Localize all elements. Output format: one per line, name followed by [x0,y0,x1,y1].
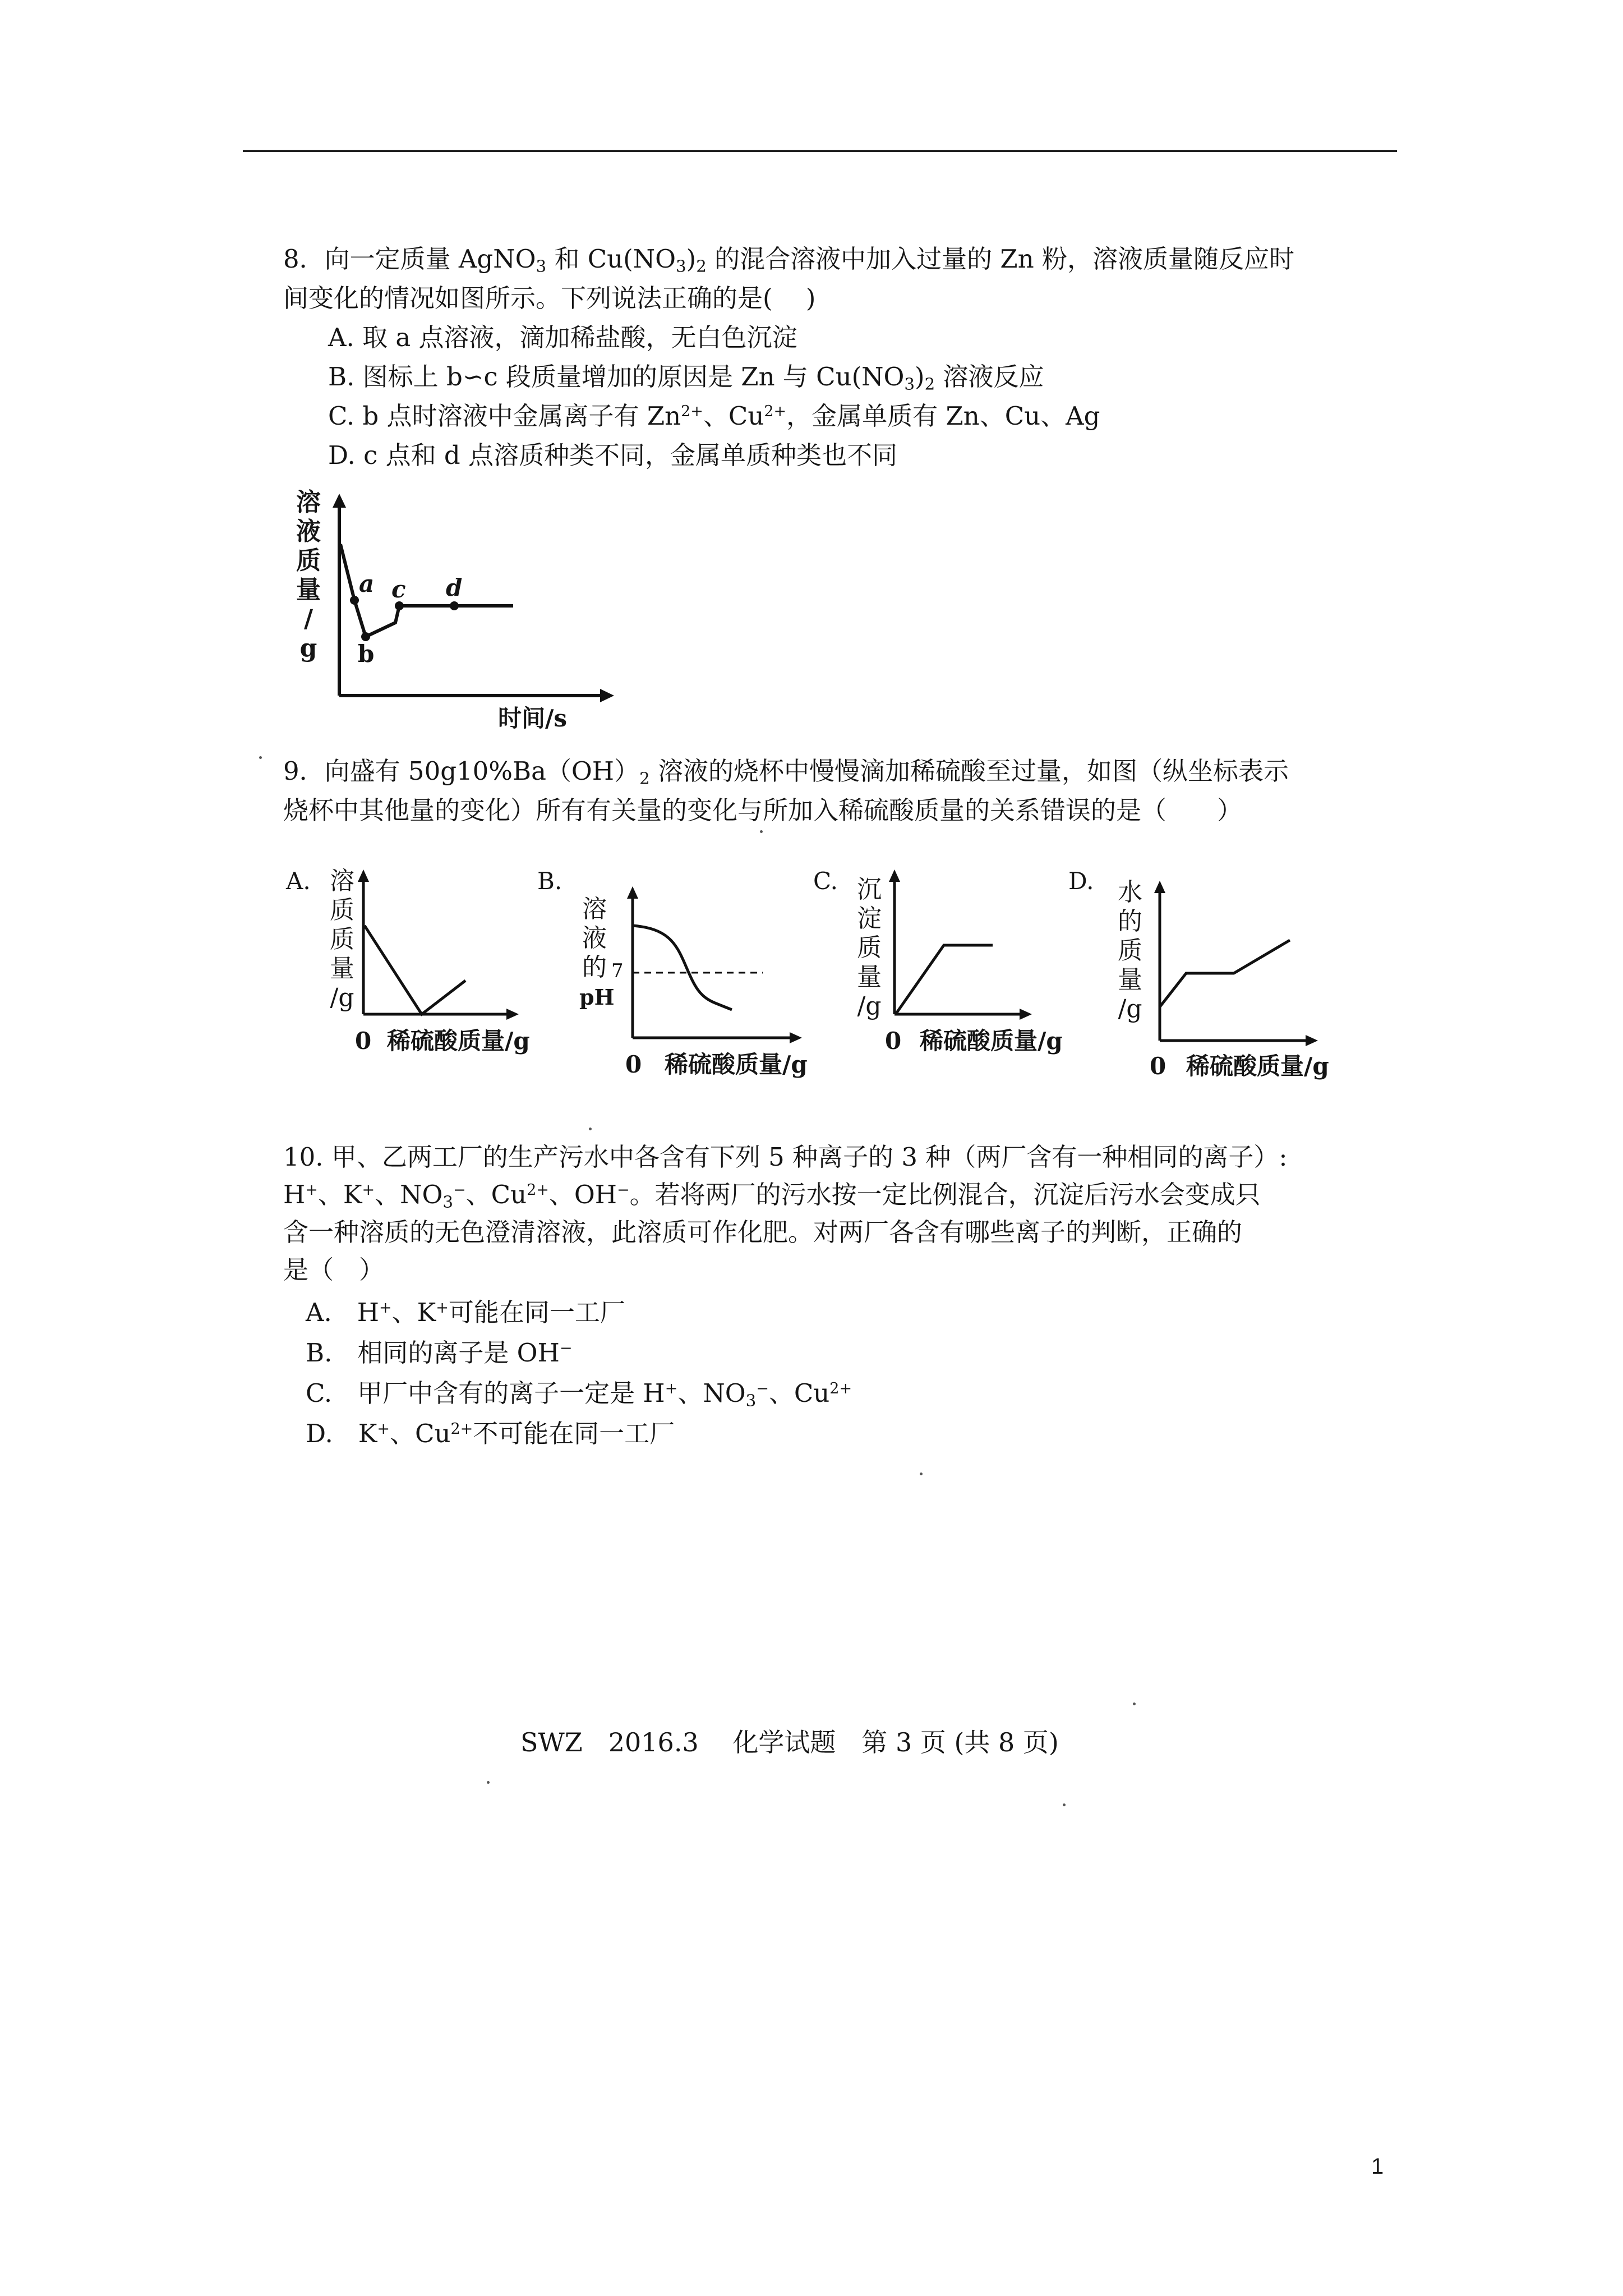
q10-stem-line-4: 是（ ） [283,1255,385,1285]
q9-chart-c-x-label: 稀硫酸质量/g [920,1027,1063,1055]
q10-stem-line-3: 含一种溶质的无色澄清溶液，此溶质可作化肥。对两厂各含有哪些离子的判断，正确的 [283,1217,1243,1247]
q8-point-b-label: b [358,640,375,668]
scan-speck [589,1128,592,1130]
scan-speck [487,1781,490,1784]
q8-point-d-label: d [446,574,463,601]
q9-chart-c-origin: 0 [885,1027,902,1055]
q9-chart-a-y-label: 溶 质 质 量 /g [330,867,354,1012]
q9-b-y-arrow [627,886,638,899]
q9-chart-c-y-label: 沉 淀 质 量 /g [857,875,882,1020]
q9-stem-line-2: 烧杯中其他量的变化）所有有关量的变化与所加入稀硫酸质量的关系错误的是（ ） [283,795,1243,825]
page-footer: SWZ 2016.3 化学试题 第 3 页 (共 8 页) [520,1727,1059,1757]
q8-option-b: B. 图标上 b∽c 段质量增加的原因是 Zn 与 $Cu(NO_3)_2$ 溶液反应 [328,362,1044,394]
q8-option-a: A. 取 a 点溶液，滴加稀盐酸，无白色沉淀 [328,323,797,352]
q9-chart-a-letter: A. [286,867,311,895]
q10-stem-line-1: 10. 甲、乙两工厂的生产污水中各含有下列 5 种离子的 3 种（两厂含有一种相同的离子）: [283,1142,1288,1172]
q9-d-y-arrow [1154,881,1165,893]
q9-stem-line-1: 9．向盛有 $50g10\%Ba(OH)_2$ 溶液的烧杯中慢慢滴加稀硫酸至过量，如图（纵坐标表示 [283,756,1289,788]
q9-c-x-arrow [1020,1009,1032,1020]
page-number: 1 [1371,2154,1384,2179]
q8-stem-line-2: 间变化的情况如图所示。下列说法正确的是( ) [283,283,816,313]
q9-c-curve [896,945,993,1014]
scan-speck [760,830,763,833]
q9-c-y-arrow [889,869,900,882]
q10-option-a: A. H+、K+可能在同一工厂 [306,1297,625,1327]
scan-speck [1133,1703,1136,1705]
q9-d-curve [1160,940,1290,1007]
q9-chart-a-origin: 0 [355,1027,372,1055]
q9-a-x-arrow [506,1009,519,1020]
q9-chart-b-letter: B. [537,867,562,895]
q9-b-x-arrow [790,1032,802,1043]
q9-chart-d-letter: D. [1068,867,1094,895]
q8-option-c: C. b 点时溶液中金属离子有 $Zn^{2+}$、$Cu^{2+}$，金属单质有 Zn、Cu、Ag [328,401,1100,431]
q9-chart-c-letter: C. [813,867,838,895]
q9-chart-d-y-label: 水 的 质 量 /g [1118,878,1142,1023]
q10-stem-line-2: H+、K+、$NO_3^-$、$Cu^{2+}$、OH−。若将两厂的污水按一定比例混合，沉淀后污水会变成只 [283,1180,1261,1212]
q9-chart-a-x-label: 稀硫酸质量/g [387,1027,530,1055]
scan-speck [920,1473,923,1475]
q9-chart-b-seven: 7 [611,960,624,982]
q9-a-y-arrow [358,869,369,882]
q8-x-label: 时间/s [498,705,567,732]
q9-chart-b-y-label: 溶 液 的 [582,895,607,982]
q9-chart-b-x-label: 稀硫酸质量/g [665,1051,808,1078]
q10-option-c: C. 甲厂中含有的离子一定是 H+、$NO_3^-$、$Cu^{2+}$ [306,1378,852,1410]
scan-speck [1063,1803,1066,1806]
q10-option-b: B. 相同的离子是 OH− [306,1338,573,1368]
q8-chart-y-label: 溶 液 质 量 / g [296,488,321,662]
q8-option-d: D. c 点和 d 点溶质种类不同，金属单质种类也不同 [328,440,898,470]
q8-point-a-label: a [359,570,375,597]
q9-d-x-arrow [1306,1035,1318,1046]
q9-chart-d-origin: 0 [1150,1052,1166,1080]
q9-chart-b-ph: pH [579,984,615,1010]
q9-a-curve [365,926,465,1014]
q9-chart-d-x-label: 稀硫酸质量/g [1186,1052,1329,1080]
q8-stem-line-1: 8．向一定质量 AgNO$_3$ 和 $Cu(NO_3)_2$ 的混合溶液中加入过量的 Zn 粉，溶液质量随反应时 [283,244,1294,276]
q10-option-d: D. K+、$Cu^{2+}$不可能在同一工厂 [306,1419,675,1448]
q9-b-curve [633,926,732,1010]
q9-chart-b-origin: 0 [625,1051,642,1078]
scan-speck [259,756,262,759]
q8-point-c-label: c [391,576,406,603]
